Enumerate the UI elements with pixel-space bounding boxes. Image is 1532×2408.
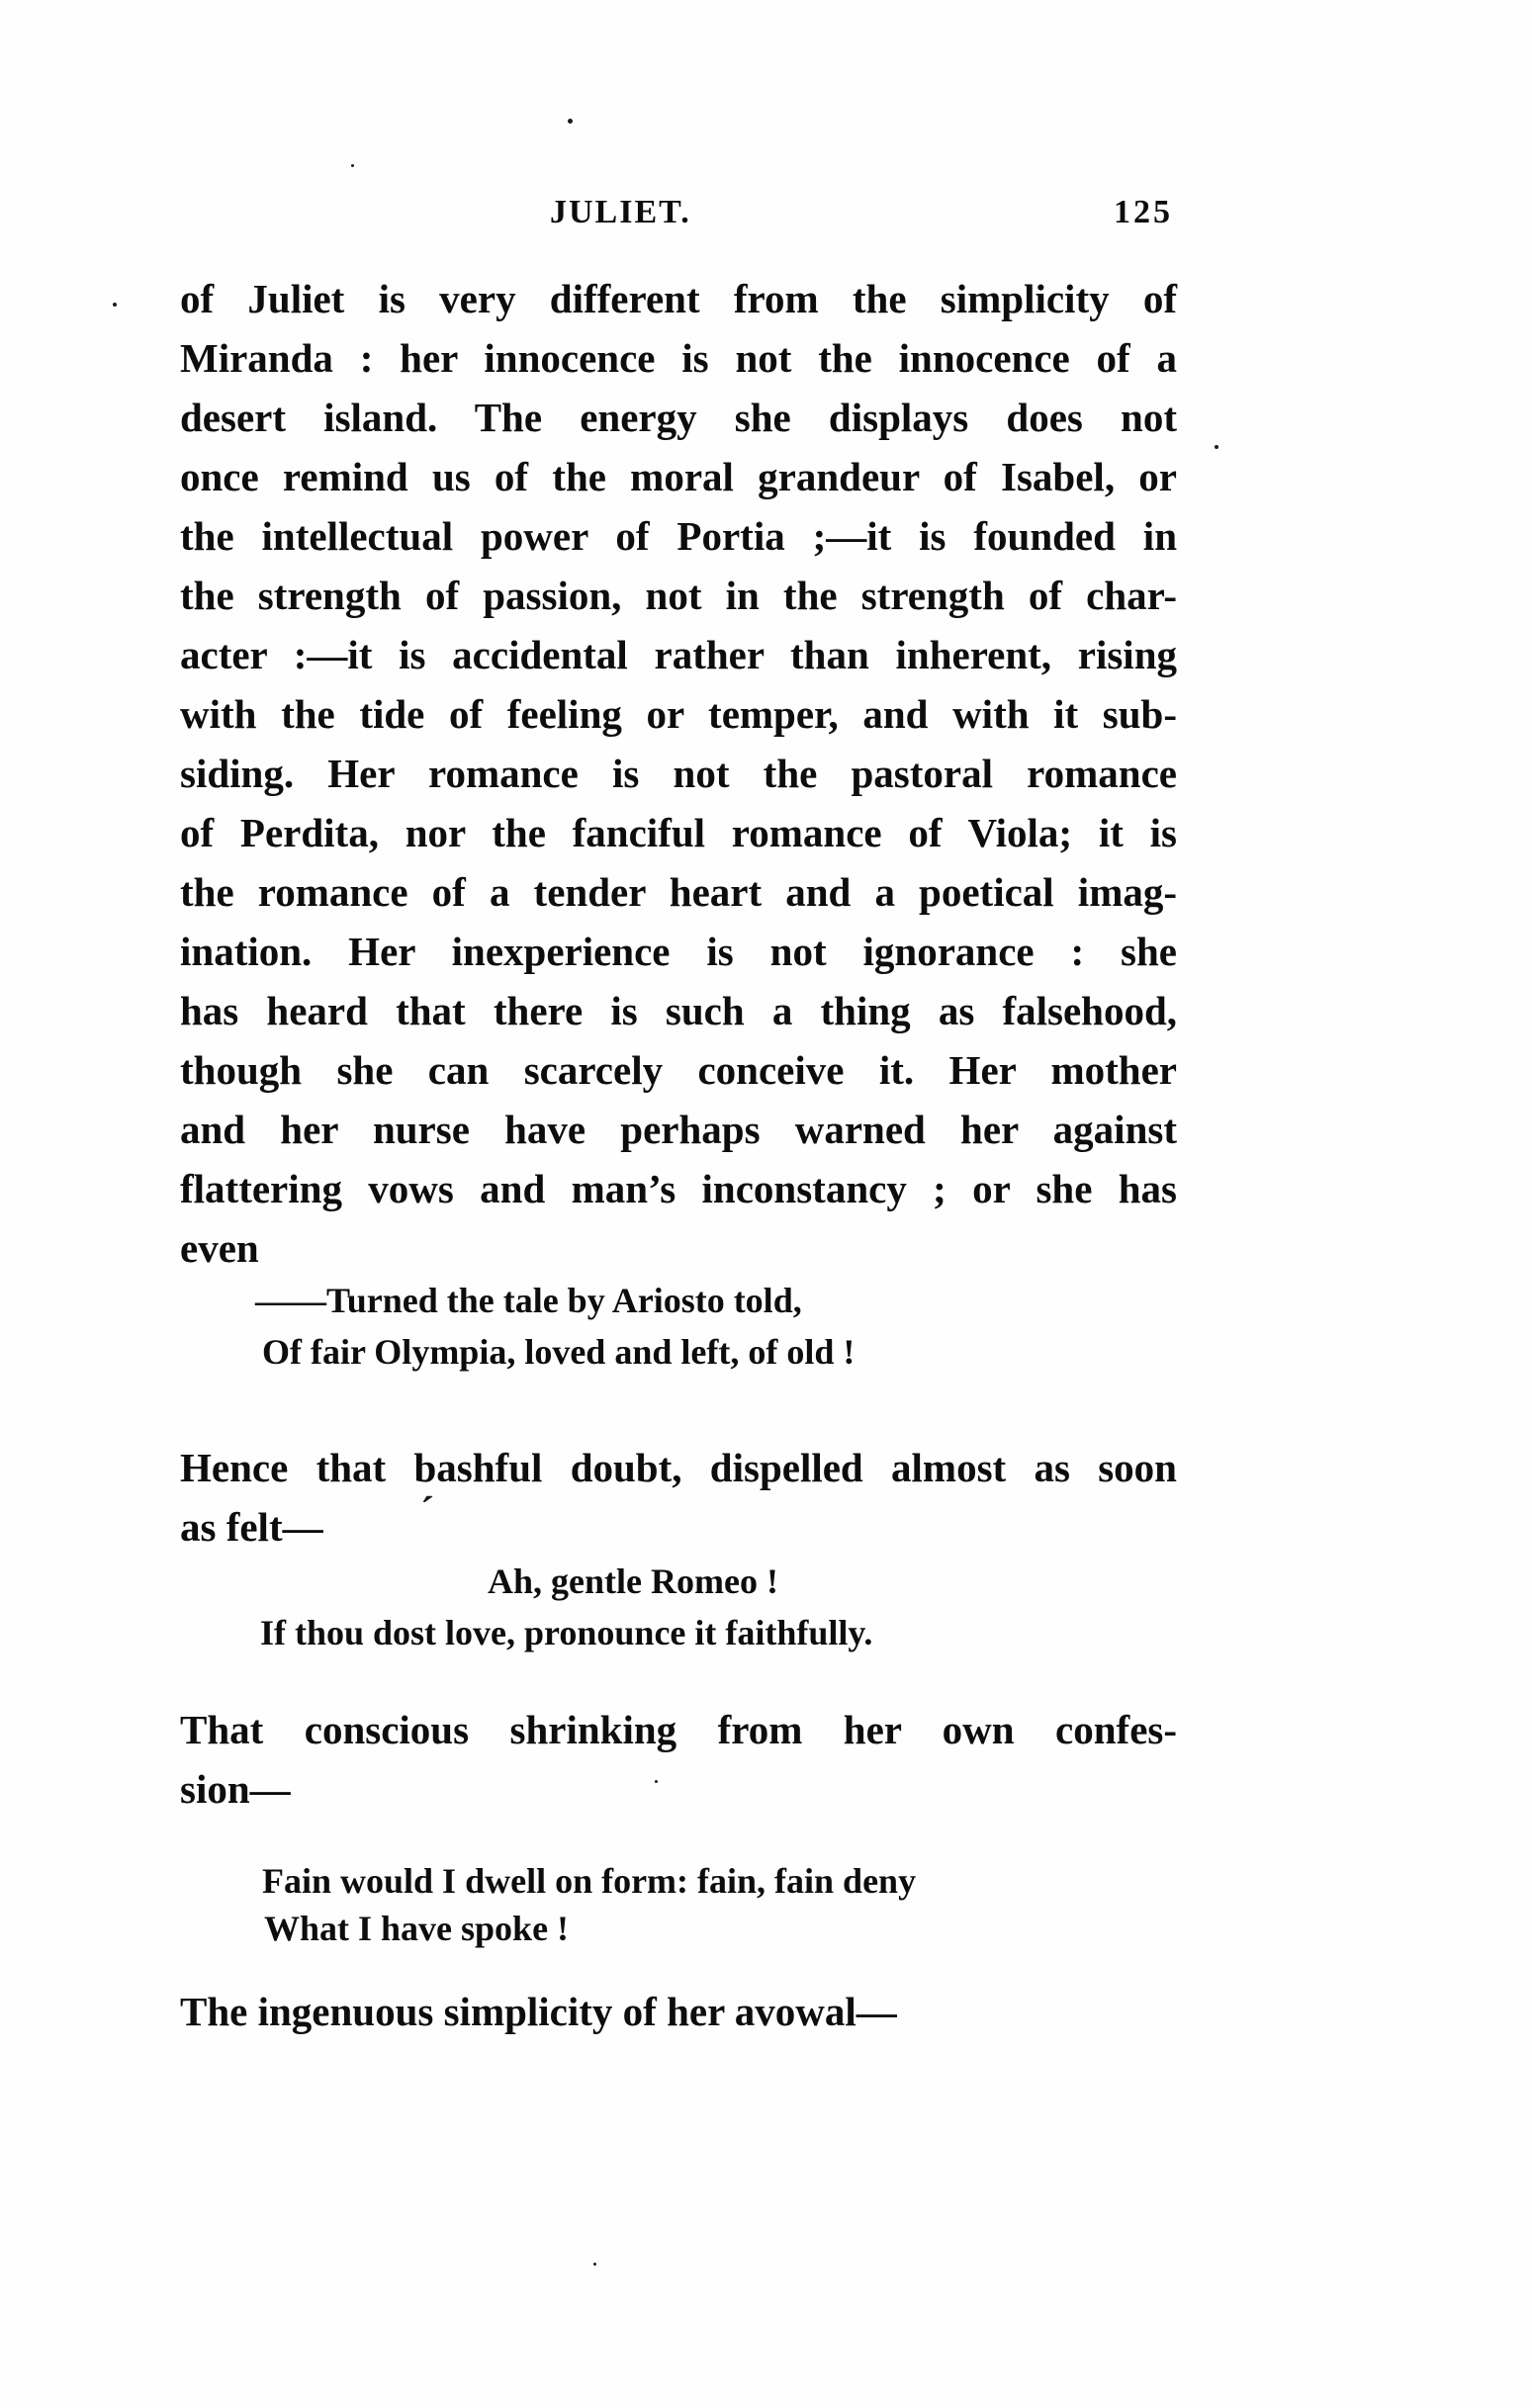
page-title: JULIET. bbox=[550, 194, 691, 230]
text-line: What I have spoke ! bbox=[264, 1909, 570, 1948]
text-line: the intellectual power of Portia ;—it is founded in bbox=[180, 513, 1177, 559]
text-line: flattering vows and man’s inconstancy ; or she has bbox=[180, 1166, 1177, 1211]
text-line: Miranda : her innocence is not the innocence of a bbox=[180, 335, 1177, 381]
paragraph bbox=[180, 269, 1177, 1278]
page-number: 125 bbox=[1114, 194, 1173, 230]
text-line: once remind us of the moral grandeur of Isabel, or bbox=[180, 454, 1177, 499]
paragraph bbox=[180, 1700, 1177, 1819]
text-line: acter :—it is accidental rather than inherent, rising bbox=[180, 632, 1177, 677]
text-line: even bbox=[180, 1225, 259, 1271]
paragraph bbox=[180, 1982, 1177, 2041]
ink-speck bbox=[568, 119, 573, 124]
text-line: Of fair Olympia, loved and left, of old ! bbox=[262, 1332, 856, 1372]
running-header bbox=[0, 194, 1532, 237]
ink-speck bbox=[593, 2263, 596, 2266]
ink-speck bbox=[1215, 445, 1218, 449]
paragraph bbox=[180, 1438, 1177, 1557]
text-line: of Perdita, nor the fanciful romance of Viola; it is bbox=[180, 810, 1177, 855]
verse-quote bbox=[180, 1857, 1177, 1952]
text-line: That conscious shrinking from her own confes- bbox=[180, 1707, 1177, 1752]
text-line: as felt— bbox=[180, 1504, 323, 1550]
text-line: and her nurse have perhaps warned her against bbox=[180, 1107, 1177, 1152]
ink-speck bbox=[655, 1780, 658, 1783]
text-line: Hence that bashful doubt, dispelled almost as soon bbox=[180, 1445, 1177, 1490]
text-line: sion— bbox=[180, 1766, 291, 1812]
verse-quote bbox=[180, 1275, 1177, 1378]
text-line: desert island. The energy she displays does not bbox=[180, 395, 1177, 440]
text-line: though she can scarcely conceive it. Her mother bbox=[180, 1047, 1177, 1093]
text-line: ——Turned the tale by Ariosto told, bbox=[255, 1281, 802, 1320]
text-line: Ah, gentle Romeo ! bbox=[488, 1561, 778, 1601]
text-line: of Juliet is very different from the simplicity of bbox=[180, 276, 1177, 321]
ink-speck bbox=[351, 164, 354, 167]
text-line: The ingenuous simplicity of her avowal— bbox=[180, 1989, 897, 2034]
ink-speck bbox=[113, 303, 117, 307]
stray-accent-mark: ´ bbox=[420, 1489, 434, 1535]
text-line: ination. Her inexperience is not ignorance : she bbox=[180, 929, 1177, 974]
text-line: the romance of a tender heart and a poetical imag- bbox=[180, 869, 1177, 915]
text-line: Fain would I dwell on form: fain, fain deny bbox=[262, 1861, 917, 1901]
text-line: has heard that there is such a thing as falsehood, bbox=[180, 988, 1177, 1033]
text-line: If thou dost love, pronounce it faithfully. bbox=[260, 1613, 873, 1652]
text-line: siding. Her romance is not the pastoral romance bbox=[180, 751, 1177, 796]
verse-quote bbox=[180, 1556, 1177, 1658]
text-line: with the tide of feeling or temper, and with it sub- bbox=[180, 691, 1177, 737]
text-line: the strength of passion, not in the strength of char- bbox=[180, 573, 1177, 618]
